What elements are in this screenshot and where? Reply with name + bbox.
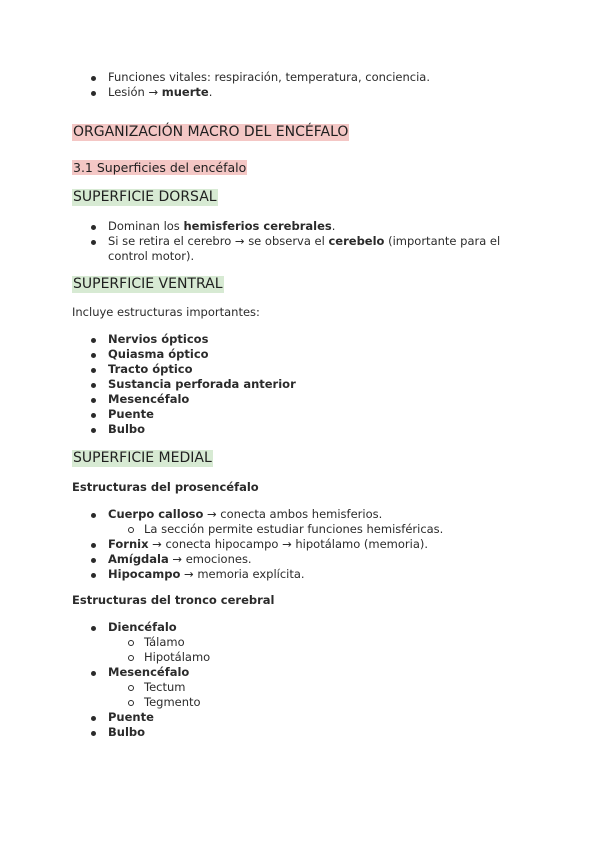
tronco-title: Estructuras del tronco cerebral <box>72 593 275 607</box>
dorsal-heading <box>72 189 218 206</box>
list-item: Mesencéfalo <box>72 665 210 680</box>
subsection-title: 3.1 Superficies del encéfalo <box>73 160 247 175</box>
medial-heading <box>72 450 213 467</box>
list-item: Diencéfalo <box>72 620 210 635</box>
list-item <box>72 507 443 522</box>
sub-list-item: Tegmento <box>72 695 210 710</box>
dorsal-list <box>72 219 528 264</box>
ventral-heading <box>72 276 224 293</box>
section-heading <box>72 124 349 141</box>
list-item: Quiasma óptico <box>72 347 296 362</box>
list-item-text: → emociones. <box>168 552 252 566</box>
list-item: Puente <box>72 710 210 725</box>
list-item-bold: cerebelo <box>328 234 385 248</box>
list-item-bold: muerte <box>161 85 209 99</box>
list-item-text: (importante para el control motor). <box>108 234 501 263</box>
list-item: Mesencéfalo <box>72 392 296 407</box>
ventral-title: SUPERFICIE VENTRAL <box>73 276 223 292</box>
sub-list-item: Tálamo <box>72 635 210 650</box>
list-item-bold: Hipocampo <box>108 567 181 581</box>
prosencefalo-title: Estructuras del prosencéfalo <box>72 480 259 494</box>
subsection-heading <box>72 160 247 175</box>
list-item: Puente <box>72 407 296 422</box>
list-item-bold: hemisferios cerebrales <box>183 219 332 233</box>
list-item-bold: Amígdala <box>108 552 169 566</box>
list-item: Nervios ópticos <box>72 332 296 347</box>
list-item-text: → conecta ambos hemisferios. <box>203 507 383 521</box>
list-item <box>72 567 443 582</box>
tronco-list <box>72 620 210 740</box>
list-item: Bulbo <box>72 422 296 437</box>
list-item-text: → memoria explícita. <box>180 567 305 581</box>
sub-list-item: Hipotálamo <box>72 650 210 665</box>
list-item: Tracto óptico <box>72 362 296 377</box>
sub-list-item: Tectum <box>72 680 210 695</box>
list-item-text: . <box>208 85 213 99</box>
list-item <box>72 70 430 85</box>
ventral-list <box>72 332 296 437</box>
list-item: Bulbo <box>72 725 210 740</box>
list-item-text: → conecta hipocampo → hipotálamo (memoria). <box>148 537 429 551</box>
prosencefalo-list <box>72 507 443 582</box>
list-item <box>72 219 528 234</box>
list-item <box>72 234 528 264</box>
list-item-text: Lesión → <box>108 85 162 99</box>
intro-list <box>72 70 430 100</box>
list-item-text: Si se retira el cerebro → se observa el <box>108 234 329 248</box>
list-item-text: Dominan los <box>108 219 184 233</box>
list-item-bold: Fornix <box>108 537 149 551</box>
list-item <box>72 537 443 552</box>
dorsal-title: SUPERFICIE DORSAL <box>73 189 217 205</box>
ventral-intro: Incluye estructuras importantes: <box>72 305 260 319</box>
section-title: ORGANIZACIÓN MACRO DEL ENCÉFALO <box>73 124 349 140</box>
list-item-text: . <box>331 219 336 233</box>
list-item <box>72 85 430 100</box>
sub-list-item <box>72 522 443 537</box>
list-item: Sustancia perforada anterior <box>72 377 296 392</box>
sub-list-item-text: La sección permite estudiar funciones hemisféricas. <box>144 522 444 536</box>
list-item-text: Funciones vitales: respiración, temperatura, conciencia. <box>108 70 431 84</box>
list-item <box>72 552 443 567</box>
list-item-bold: Cuerpo calloso <box>108 507 204 521</box>
medial-title: SUPERFICIE MEDIAL <box>73 450 212 466</box>
